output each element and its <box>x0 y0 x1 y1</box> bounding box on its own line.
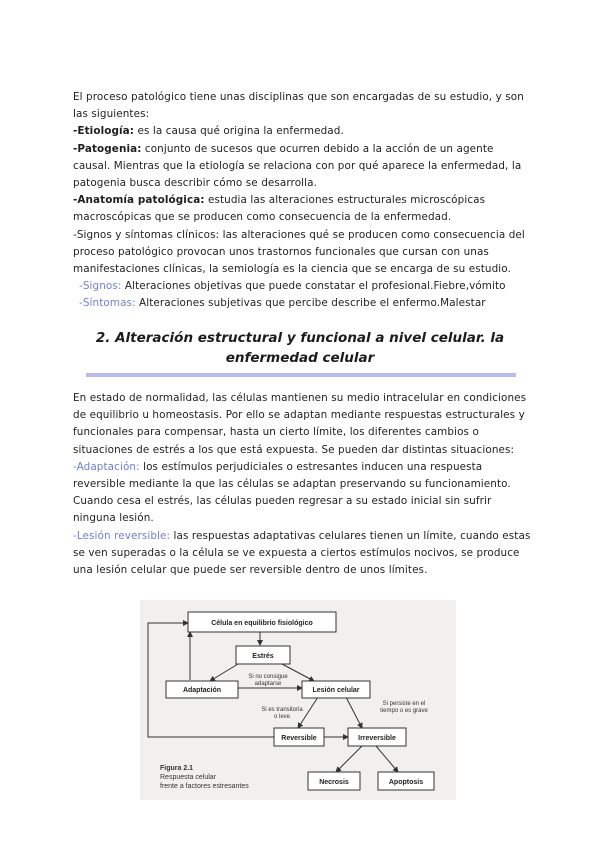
section2-intro: En estado de normalidad, las células mantienen su medio intracelular en condiciones de equilibrio u homeostasis. Por ello se adaptan mediante respuestas estructurales y funcionales para compensar, hasta un cierto límite, los diferentes cambios o situaciones de estrés a los que está expuesta. Se pueden dar distintas situaciones: <box>73 392 527 456</box>
sintomas-label: -Síntomas: <box>79 297 136 310</box>
patogenia-item <box>73 141 533 193</box>
estres-label: Estrés <box>252 653 274 660</box>
adaptacion-item <box>73 459 533 528</box>
equilibrio-label: Célula en equilibrio fisiológico <box>211 620 313 627</box>
patogenia-label: -Patogenia: <box>73 142 142 155</box>
lesion-label: -Lesión reversible: <box>73 529 171 542</box>
signos-sintomas-paragraph: -Signos y síntomas clínicos: las alteraciones qué se producen como consecuencia del proceso patológico provocan unos trastornos funcionales que cursan con unas manifestaciones clínicas, la semiología es la ciencia que se encarga de su estudio. <box>73 228 525 276</box>
caption-line-1: Respuesta celular <box>160 774 217 781</box>
note-transitoria-1: Si es transitoria <box>261 707 303 713</box>
etiologia-label: -Etiología: <box>73 125 135 138</box>
signos-text: Alteraciones objetivas que puede constatar el profesional.Fiebre,vómito <box>121 280 506 293</box>
lesion-text: las respuestas adaptativas celulares tienen un límite, cuando estas se ven superadas o la célula se ve expuesta a ciertos estímulos nocivos, se produce una lesión celular que puede ser reversible dentro de unos límites. <box>73 529 531 577</box>
signos-label: -Signos: <box>79 280 122 293</box>
caption-figure-number: Figura 2.1 <box>160 765 194 772</box>
signos-item <box>73 278 533 295</box>
adaptacion-label: -Adaptación: <box>73 460 140 473</box>
intro-paragraph: El proceso patológico tiene unas disciplinas que son encargadas de su estudio, y son las siguientes: <box>73 91 524 121</box>
section2-block <box>73 390 533 579</box>
caption-line-2: frente a factores estresantes <box>160 783 249 790</box>
adaptacion-text: los estímulos perjudiciales o estresantes inducen una respuesta reversible mediante la que las células se adaptan preservando su funcionamiento. Cuando cesa el estrés, las células pueden regresar a su estado inicial sin sufrir ninguna lesión. <box>73 460 511 525</box>
heading-underline <box>86 373 516 377</box>
note-no-consigue-1: Si no consigue <box>248 674 288 680</box>
etiologia-item <box>73 123 533 140</box>
patogenia-text: conjunto de sucesos que ocurren debido a la acción de un agente causal. Mientras que la etiología se relaciona con por qué aparece la enfermedad, la patogenia busca describir cómo se desarrolla. <box>73 142 522 190</box>
anatomia-text: estudia las alteraciones estructurales microscópicas macroscópicas que se producen como consecuencia de la enfermedad. <box>73 194 486 224</box>
note-persiste-1: Si persiste en el <box>382 701 426 707</box>
sintomas-text: Alteraciones subjetivas que percibe describe el enfermo.Malestar <box>135 297 486 310</box>
note-transitoria-2: o leve <box>273 714 291 720</box>
irreversible-label: Irreversible <box>358 735 396 742</box>
lesion-fig-label: Lesión celular <box>312 687 360 694</box>
section-heading: 2. Alteración estructural y funcional a nivel celular. la enfermedad celular <box>95 330 505 366</box>
anatomia-item <box>73 192 533 226</box>
note-no-consigue-2: adaptarse <box>254 681 282 687</box>
section1-block <box>73 89 533 313</box>
lesion-reversible-item <box>73 528 533 580</box>
anatomia-label: -Anatomía patológica: <box>73 194 205 207</box>
reversible-label: Reversible <box>281 735 317 742</box>
adaptacion-fig-label: Adaptación <box>182 687 222 694</box>
cell-response-figure <box>140 600 456 800</box>
etiologia-text: es la causa qué origina la enfermedad. <box>134 125 344 138</box>
sintomas-item <box>73 295 533 312</box>
necrosis-label: Necrosis <box>319 779 349 786</box>
apoptosis-label: Apoptosis <box>388 779 424 786</box>
note-persiste-2: tiempo o es grave <box>380 708 428 714</box>
